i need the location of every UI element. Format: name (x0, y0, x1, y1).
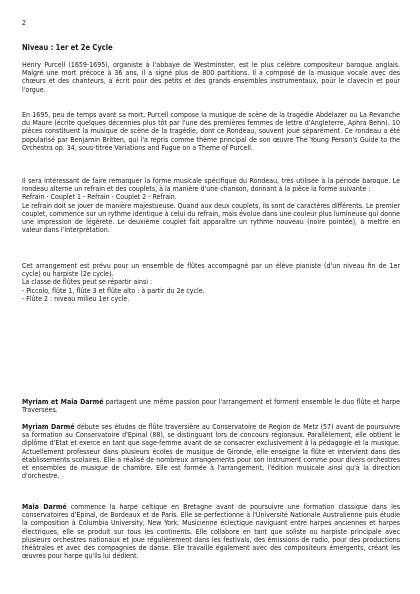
duo-name: Myriam et Maia Darmé (22, 398, 104, 406)
paragraph-duo (22, 398, 400, 414)
rondeau-structure: Refrain - Couplet 1 - Refrain - Couplet 2 - Refrain. (22, 193, 177, 202)
duo-text: partagent une même passion pour l'arrangement et forment ensemble le duo flûte et harpe Traversées. (22, 398, 401, 415)
arrangement-intro: Cet arrangement est prévu pour un ensemble de flûtes accompagné par un élève pianiste (d'un niveau fin de 1er cycle) ou harpiste (2e cycle). (22, 262, 400, 279)
flute-class-item: - Piccolo, flûte 1, flûte 3 et flûte alto : à partir du 2e cycle. (22, 286, 205, 295)
flute-class-item: - Flûte 2 : niveau milieu 1er cycle. (22, 294, 130, 303)
maia-name: Maia Darmé (22, 503, 67, 511)
myriam-name: Myriam Darmé (22, 423, 75, 431)
paragraph-maia-bio (22, 503, 400, 560)
page-number: 2 (22, 19, 27, 27)
paragraph-purcell-bio: Henry Purcell (1659-1695), organiste à l'abbaye de Westminster, est le plus célèbre compositeur baroque anglais. Malgré une mort précoce à 36 ans, il a signé plus de 800 partitions. Il a composé de la musique vocale avec des chœurs et des chanteurs, a écrit pour des petits et des grands ensembles instrumentaux, pour le clavecin et pour l'orgue. (22, 61, 400, 94)
level-title: Niveau : 1er et 2e Cycle (22, 43, 113, 52)
myriam-text: débute ses études de flûte traversière au Conservatoire de Region de Metz (57) avant de poursuivre sa formation au Conservatoire d'Epinal (88), se distinguant lors de concours régionaux. Parallèlement, elle obtient le diplôme d'Etat et exerce en tant que sage-femme avant de se consacrer exclusivement à la pédagogie et la musique. Actuellement professeur dans plusieurs écoles de musique de Gironde, elle enseigne la flûte et intervient dans des établissements scolaires. Elle a réalisé de nombreux arrangements pour son instrument comme pour divers orchestres et ensembles de musique de chambre. Elle est formée à l'arrangement, l'édition musicale ainsi qu'à la direction d'orchestre. (22, 423, 400, 481)
maia-text: commence la harpe celtique en Bretagne avant de poursuivre une formation classique dans les conservatoires d'Epinal, de Bordeaux et de Paris. Elle se perfectionne à l'Université Nationale Australienne puis étudie la composition à Columbia University, New York. Musicienne éclectique naviguant entre harpes anciennes et harpes électriques, elle se produit sur tous les continents. Elle collabore en tant que soliste ou harpiste principale avec plusieurs orchestres nationaux et joue régulièrement dans les festivals, des émissions de radio, pour des productions théâtrales et avec des compagnies de danse. Elle travaille également avec des compositeurs émergents, créant les œuvres pour harpe qu'ils lui dédient. (22, 503, 400, 561)
flute-class-intro: La classe de flûtes peut se répartir ainsi : (22, 278, 153, 287)
rondeau-description: Le refrain doit se jouer de manière majestueuse. Quand aux deux couplets, ils sont de caractères différents. Le premier couplet, commence sur un rythme identique à celui du refrain, mais évolue dans une couleur plus lumineuse qui donne une impression de légèreté. Le deuxième couplet fait apparaître un rythme nouveau (noire pointée), à mettre en valeur dans l'interprétation. (22, 201, 400, 235)
paragraph-abdelazer: En 1695, peu de temps avant sa mort, Purcell compose la musique de scène de la tragédie Abdelazer ou La Revanche du Maure (écrite quelques décennies plus tôt par l'une des premières femmes de lettre d'Angleterre, Aphra Behn). 10 pièces constituent la musique de scène de la tragédie, dont ce Rondeau, souvent joué séparément. Ce rondeau a été popularisé par Benjamin Britten, qui l'a repris comme thème principal de son œuvre The Young Person's Guide to the Orchestra op. 34, sous-titrée Variations and Fugue on a Theme of Purcell. (22, 111, 400, 152)
rondeau-intro: Il sera intéressant de faire remarquer la forme musicale spécifique du Rondeau, très utilisée à la période baroque. Le rondeau alterne un refrain et des couplets, à la manière d'une chanson, donnant à la pièce la forme suivante : (22, 177, 400, 194)
paragraph-myriam-bio (22, 423, 400, 480)
paragraph-arrangement (22, 262, 400, 303)
paragraph-rondeau-form (22, 177, 400, 234)
